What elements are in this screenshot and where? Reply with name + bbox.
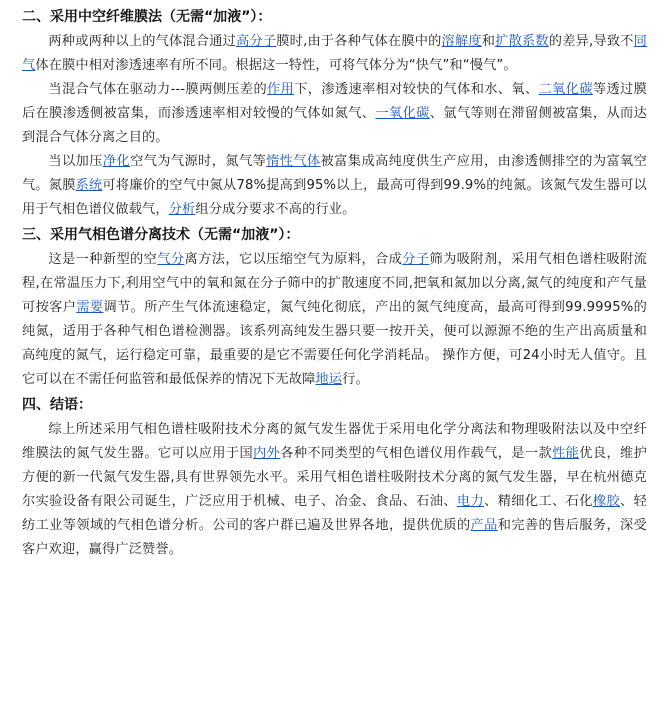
paragraph-compressed-air-source — [22, 150, 647, 222]
inline-link[interactable]: 二氧化碳 — [538, 82, 593, 97]
text-run: 空气为气源时，氮气等 — [130, 154, 267, 169]
text-run: 离方法，它以压缩空气为原料，合成 — [184, 252, 403, 267]
inline-link[interactable]: 内外 — [253, 446, 281, 461]
text-run: 被富集成高纯度供生产应用，由渗透侧排空的为富氧空气。氮膜 — [22, 154, 648, 193]
inline-link[interactable]: 系统 — [75, 178, 103, 193]
inline-link[interactable]: 同气 — [22, 34, 647, 73]
inline-link[interactable]: 橡胶 — [592, 494, 621, 509]
inline-link[interactable]: 性能 — [552, 446, 580, 461]
inline-link[interactable]: 需要 — [76, 300, 104, 315]
text-run: 筛为吸附剂，采用气相色谱柱吸附流程,在常温压力下,利用空气中的氧和氮在分子筛中的扩散速度不同,把氧和氮加以分离,氮气的纯度和产气量可按客户 — [22, 252, 648, 315]
section-heading-conclusion: 四、结语： — [22, 397, 92, 413]
text-run: 和 — [481, 34, 496, 49]
inline-link[interactable]: 分子 — [402, 252, 430, 267]
inline-link[interactable]: 高分子 — [236, 34, 277, 49]
paragraph-driving-force — [22, 78, 647, 150]
text-run: 和完善的售后服务，深受客户欢迎，赢得广泛赞誉。 — [22, 518, 647, 557]
inline-link[interactable]: 净化 — [102, 154, 131, 169]
text-run: 当混合气体在驱动力---膜两侧压差的 — [48, 82, 268, 97]
text-run: 各种不同类型的气相色谱仪用作载气，是一款 — [280, 446, 553, 461]
inline-link[interactable]: 电力 — [456, 494, 485, 509]
text-run: 膜时,由于各种气体在膜中的 — [276, 34, 442, 49]
text-run: 、轻纺工业等领域的气相色谱分析。公司的客户群已遍及世界各地，提供优质的 — [22, 494, 647, 533]
text-run: 、氩气等则在滞留侧被富集，从而达到混合气体分离之目的。 — [22, 106, 647, 145]
section-heading-hollow-fiber: 二、采用中空纤维膜法（无需“加液”）： — [22, 9, 272, 25]
text-run: 、精细化工、石化 — [484, 494, 593, 509]
inline-link[interactable]: 作用 — [267, 82, 295, 97]
text-run: 体在膜中相对渗透速率有所不同。根据这一特性，可将气体分为“快气”和“慢气”。 — [35, 58, 517, 73]
text-run: 调节。所产生气体流速稳定，氮气纯化彻底，产出的氮气纯度高，最高可得到99.9995%的纯氮，适用于各种气相色谱检测器。该系列高纯发生器只要一按开关，便可以源源不绝的生产出高质量和高纯度的氮气，运行稳定可靠，最重要的是它不需要任何化学消耗品。 操作方便，可24小时无人值守。且它可以在不需任何监管和最低保养的情况下无故障 — [22, 300, 648, 387]
section-heading-gc-separation: 三、采用气相色谱分离技术（无需“加液”）： — [22, 227, 300, 243]
inline-link[interactable]: 产品 — [470, 518, 498, 533]
text-run: 组分成分要求不高的行业。 — [195, 202, 356, 217]
text-run: 的差异,导致不 — [548, 34, 634, 49]
text-run: 优良，维护方便的新一代氮气发生器,具有世界领先水平。采用气相色谱柱吸附技术分离的氮气发生器，早在杭州德克尔实验设备有限公司诞生，广泛应用于机械、电子、冶金、食品、石油、 — [22, 446, 647, 509]
text-run: 等透过膜后在膜渗透侧被富集，而渗透速率相对较慢的气体如氮气、 — [22, 82, 647, 121]
paragraph-hollow-fiber-principle — [22, 30, 647, 78]
text-run: 当以加压 — [48, 154, 103, 169]
inline-link[interactable]: 溶解度 — [441, 34, 482, 49]
text-run: 可将廉价的空气中氮从78%提高到95%以上，最高可得到99.9%的纯氮。该氮气发生器可以用于气相色谱仪做载气， — [22, 178, 647, 217]
inline-link[interactable]: 惰性气体 — [266, 154, 321, 169]
text-run: 下，渗透速率相对较快的气体和水、氧、 — [294, 82, 539, 97]
text-run: 综上所述采用气相色谱柱吸附技术分离的氮气发生器优于采用电化学分离法和物理吸附法以及中空纤维膜法的氮气发生器。它可以应用于国 — [22, 422, 647, 461]
inline-link[interactable]: 一氧化碳 — [375, 106, 430, 121]
text-run: 行。 — [342, 372, 369, 387]
inline-link[interactable]: 气分 — [157, 252, 185, 267]
inline-link[interactable]: 地运 — [315, 372, 343, 387]
paragraph-gc-separation-method — [22, 248, 647, 392]
inline-link[interactable]: 扩散系数 — [495, 34, 549, 49]
inline-link[interactable]: 分析 — [168, 202, 196, 217]
paragraph-conclusion — [22, 418, 647, 562]
text-run: 两种或两种以上的气体混合通过 — [48, 34, 237, 49]
text-run: 这是一种新型的空 — [48, 252, 158, 267]
